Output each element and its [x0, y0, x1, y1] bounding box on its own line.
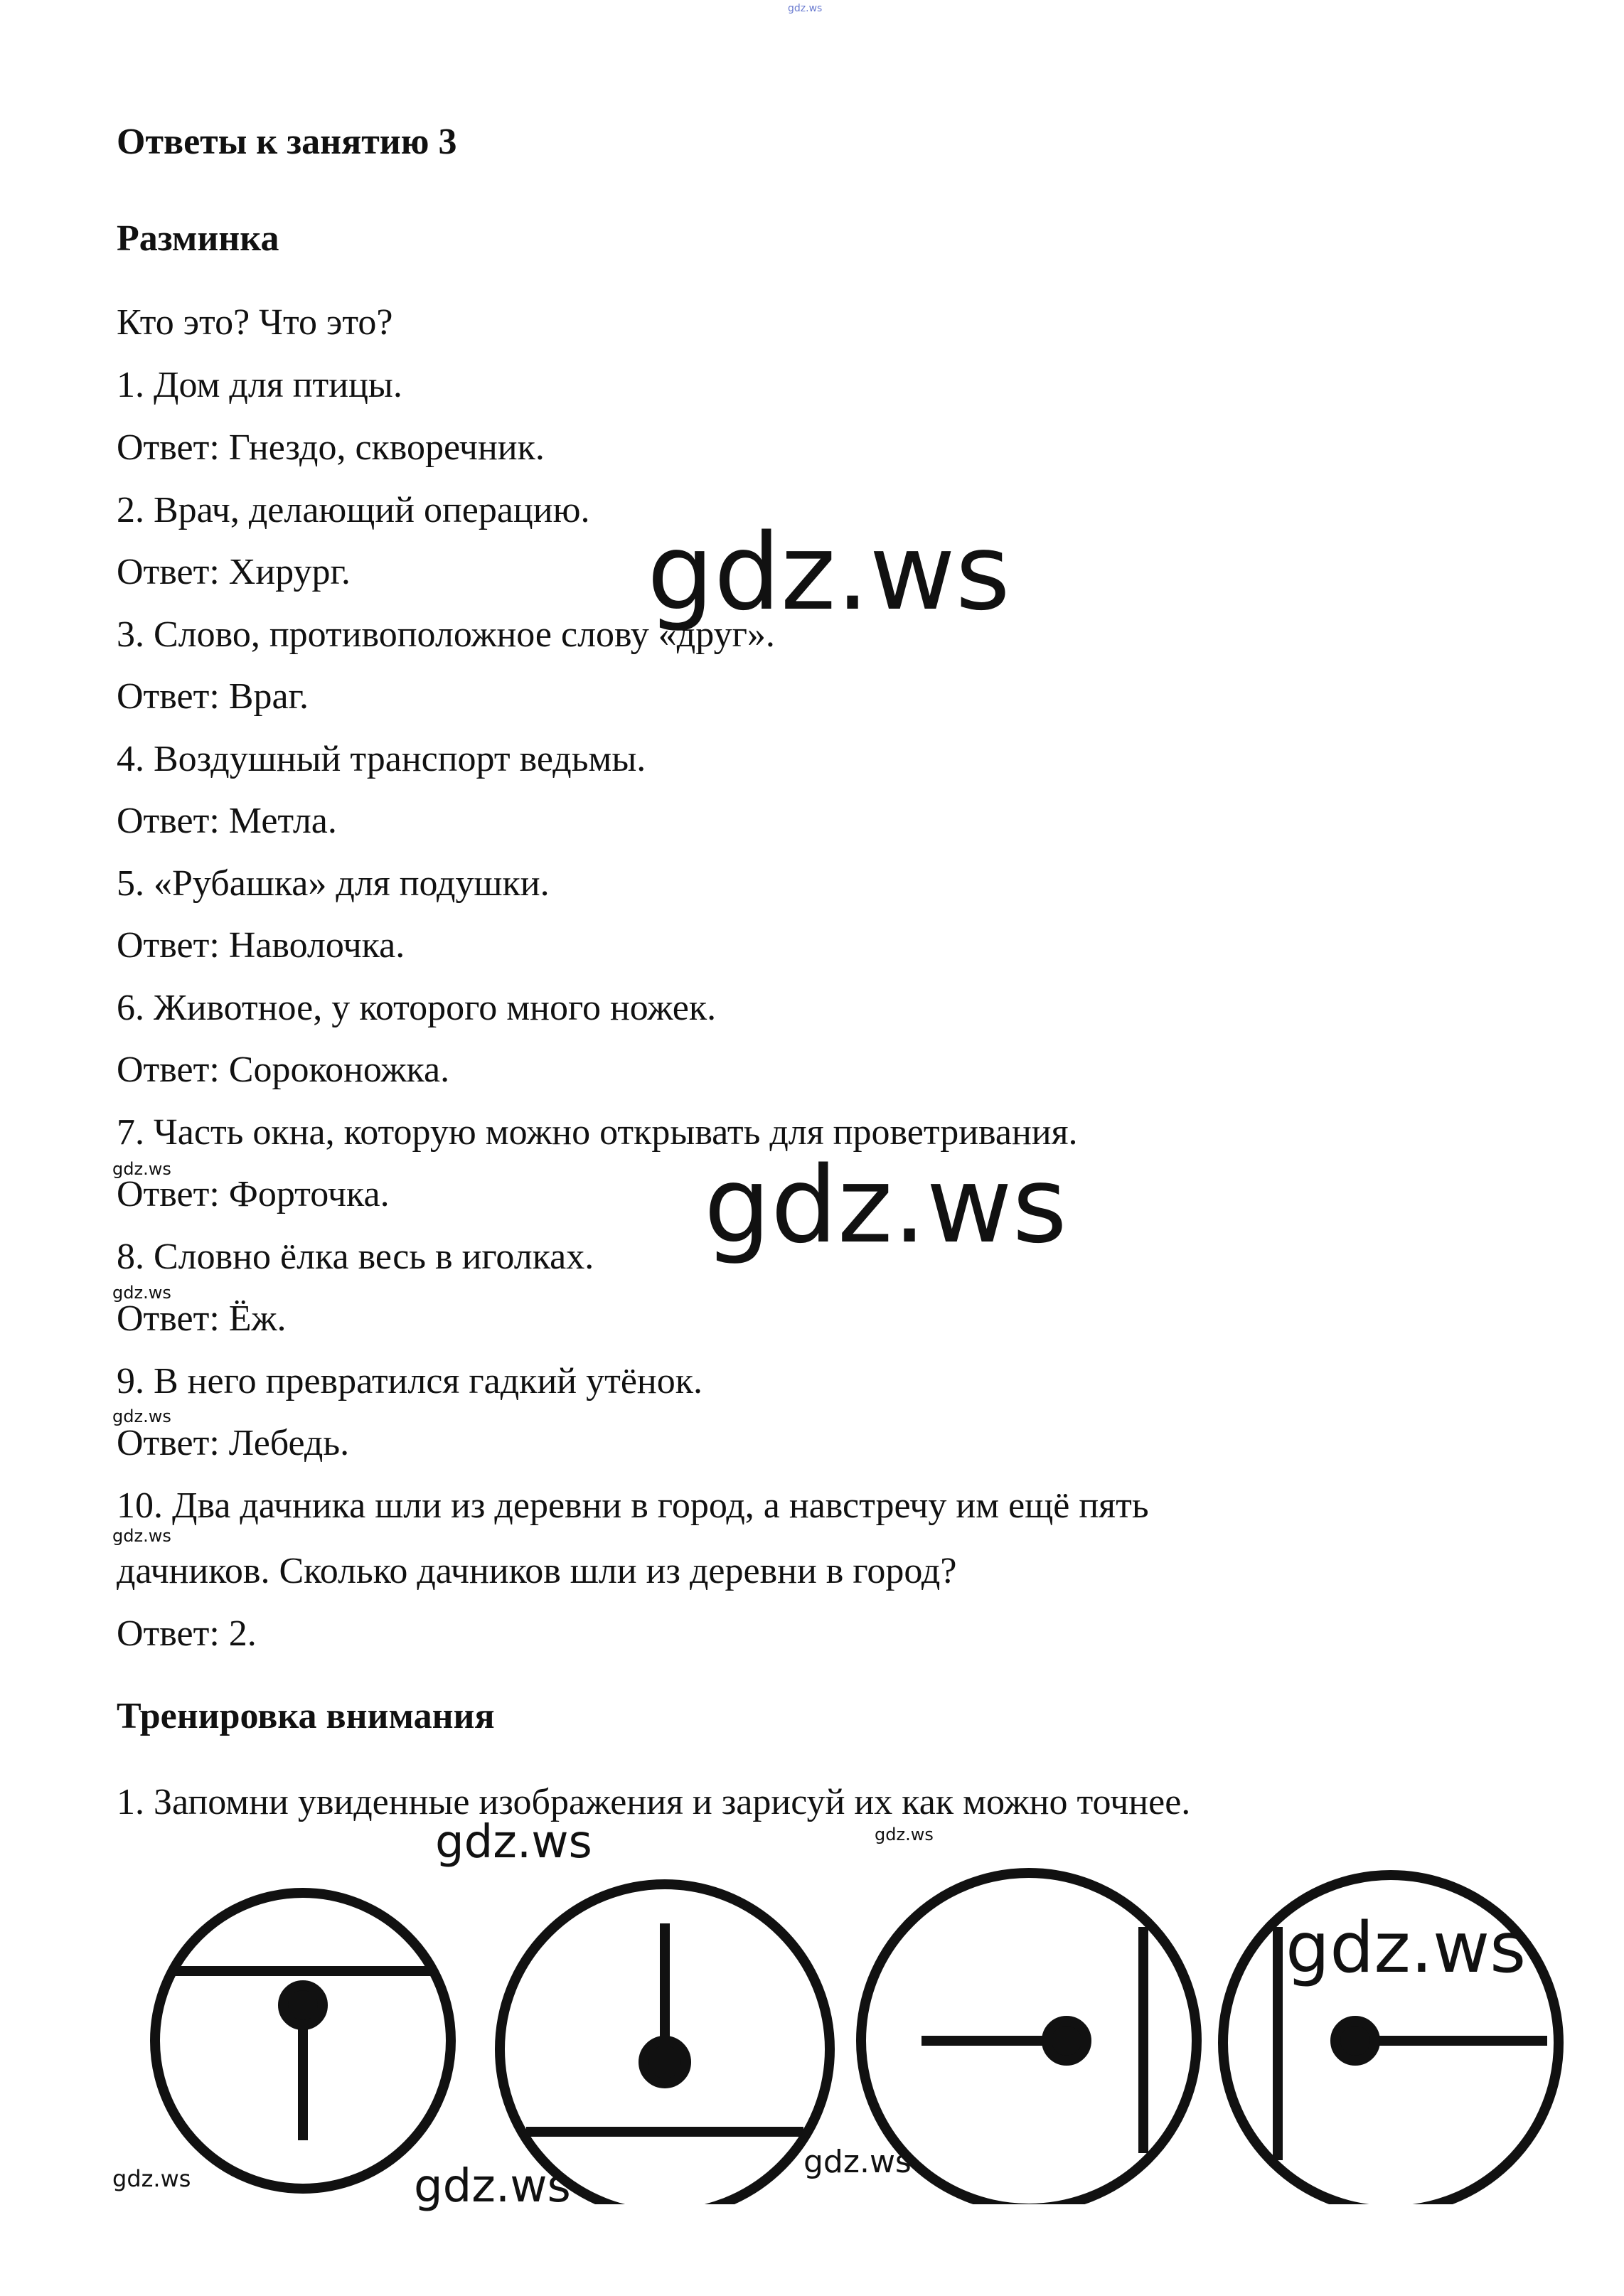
question-1: 1. Дом для птицы.: [117, 365, 402, 405]
question-9: 9. В него превратился гадкий утёнок.: [117, 1361, 703, 1401]
question-3: 3. Слово, противоположное слову «друг».: [117, 614, 775, 655]
answer-9: Ответ: Лебедь.: [117, 1423, 350, 1463]
answer-6: Ответ: Сороконожка.: [117, 1050, 450, 1090]
question-5: 5. «Рубашка» для подушки.: [117, 863, 550, 904]
figure-1: [155, 1893, 451, 2189]
section-heading-warmup: Разминка: [117, 218, 279, 259]
answer-4: Ответ: Метла.: [117, 801, 337, 841]
section-heading-attention: Тренировка внимания: [117, 1696, 495, 1736]
question-7: 7. Часть окна, которую можно открывать для проветривания.: [117, 1112, 1078, 1153]
question-4: 4. Воздушный транспорт ведьмы.: [117, 739, 646, 779]
figure-4: [1223, 1875, 1559, 2204]
intro-text: Кто это? Что это?: [117, 302, 393, 343]
watermark-small-2: gdz.ws: [112, 1283, 171, 1303]
question-8: 8. Словно ёлка весь в иголках.: [117, 1237, 594, 1277]
watermark-small-4: gdz.ws: [112, 1526, 171, 1546]
answer-8: Ответ: Ёж.: [117, 1298, 287, 1339]
answer-7: Ответ: Форточка.: [117, 1174, 390, 1214]
question-10-line-1: 10. Два дачника шли из деревни в город, а навстречу им ещё пять: [117, 1485, 1149, 1526]
question-10-line-2: дачников. Сколько дачников шли из деревни в город?: [117, 1551, 957, 1591]
watermark-mid-1: gdz.ws: [435, 1816, 592, 1869]
answer-5: Ответ: Наволочка.: [117, 925, 405, 966]
page-title: Ответы к занятию 3: [117, 122, 457, 162]
question-2: 2. Врач, делающий операцию.: [117, 490, 590, 530]
answer-2: Ответ: Хирург.: [117, 552, 351, 592]
memory-figures: [0, 1835, 1624, 2204]
header-watermark: gdz.ws: [788, 3, 823, 14]
watermark-mid-3: gdz.ws: [803, 2144, 912, 2180]
answer-10: Ответ: 2.: [117, 1613, 257, 1654]
figure-3: [861, 1873, 1197, 2204]
watermark-small-1: gdz.ws: [112, 1159, 171, 1179]
watermark-big-1: gdz.ws: [647, 511, 1010, 634]
question-6: 6. Животное, у которого много ножек.: [117, 988, 717, 1028]
watermark-mid-2: gdz.ws: [414, 2160, 571, 2213]
watermark-small-5: gdz.ws: [875, 1825, 934, 1844]
watermark-big-2: gdz.ws: [704, 1144, 1067, 1266]
watermark-small-3: gdz.ws: [112, 1406, 171, 1426]
figure-2: [500, 1884, 830, 2204]
task-text: 1. Запомни увиденные изображения и зарисуй их как можно точнее.: [117, 1782, 1191, 1822]
watermark-small-6: gdz.ws: [112, 2165, 191, 2192]
watermark-big-3: gdz.ws: [1286, 1908, 1527, 1989]
answer-3: Ответ: Враг.: [117, 676, 309, 717]
answer-1: Ответ: Гнездо, скворечник.: [117, 427, 545, 468]
